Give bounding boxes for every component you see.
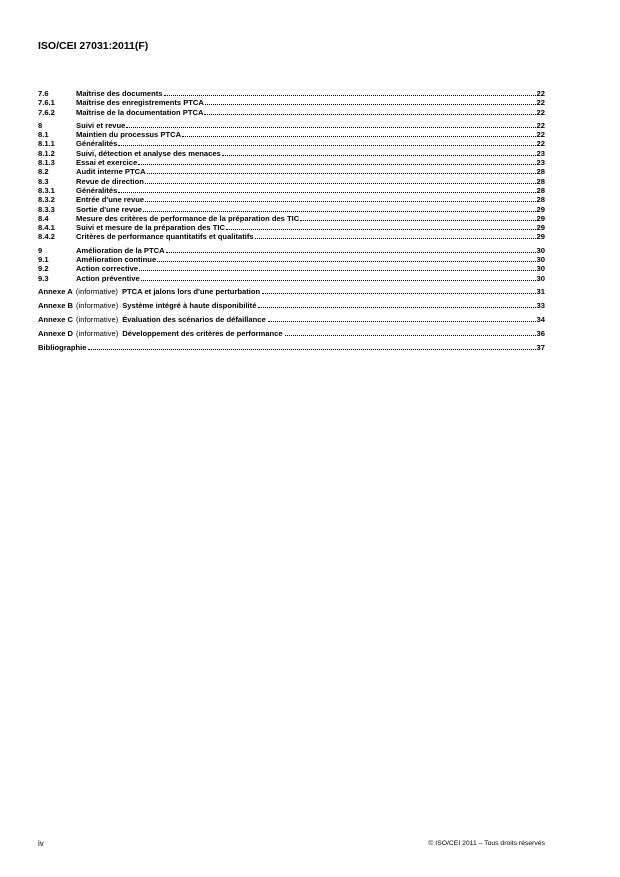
toc-entry[interactable] <box>38 167 545 176</box>
toc-entry[interactable] <box>38 195 545 204</box>
leader-dots <box>157 260 535 262</box>
toc-entry[interactable] <box>38 121 545 130</box>
toc-entry-page: 22 <box>536 98 545 108</box>
leader-dots <box>139 269 536 271</box>
toc-entry-number: 8.1.2 <box>38 148 55 158</box>
toc-entry-page: 22 <box>536 89 545 98</box>
toc-entry-page: 28 <box>536 195 545 205</box>
toc-entry-number: 9 <box>38 245 43 255</box>
leader-dots <box>147 172 536 174</box>
leader-dots <box>285 334 536 336</box>
toc-annexes <box>38 287 545 338</box>
toc-entry[interactable] <box>38 177 545 186</box>
toc-entry-title: Revue de direction <box>76 176 144 186</box>
leader-dots <box>226 228 536 230</box>
bibliography-title: Bibliographie <box>38 342 87 352</box>
toc-entry-page: 29 <box>536 213 545 223</box>
toc-annex-entry[interactable] <box>38 329 545 338</box>
annex-label: Annexe A <box>38 287 73 297</box>
toc-entry[interactable] <box>38 255 545 264</box>
toc-entry-title: Essai et exercice <box>76 158 138 168</box>
toc-entry-number: 8.3 <box>38 176 49 186</box>
toc-group-8 <box>38 121 545 242</box>
toc-annex-entry[interactable] <box>38 287 545 296</box>
leader-dots <box>262 292 535 294</box>
toc-entry[interactable] <box>38 223 545 232</box>
toc-entry-number: 8.3.1 <box>38 185 55 195</box>
toc-entry-title: Action préventive <box>76 273 140 283</box>
leader-dots <box>205 103 536 105</box>
document-header: ISO/CEI 27031:2011(F) <box>38 40 149 52</box>
toc-entry-title: Généralités <box>76 185 118 195</box>
toc-entry[interactable] <box>38 158 545 167</box>
toc-entry-title: Suivi et mesure de la préparation des TIC <box>76 223 225 233</box>
toc-entry-number: 8.2 <box>38 167 49 177</box>
annex-kind: (informative) <box>76 328 119 338</box>
annex-label: Annexe C <box>38 315 74 325</box>
toc-entry-page: 30 <box>536 273 545 283</box>
toc-entry-title: Maintien du processus PTCA <box>76 130 182 140</box>
annex-page: 34 <box>536 315 545 325</box>
toc-entry-page: 30 <box>536 255 545 265</box>
toc-entry-number: 8.4.2 <box>38 232 55 242</box>
page-number: iv <box>38 839 44 848</box>
toc-entry-title: Maîtrise des documents <box>76 89 163 98</box>
leader-dots <box>145 182 536 184</box>
toc-entry-number: 8.3.3 <box>38 204 55 214</box>
toc-entry[interactable] <box>38 214 545 223</box>
toc-entry-title: Critères de performance quantitatifs et qualitatifs <box>76 232 254 242</box>
leader-dots <box>222 154 536 156</box>
leader-dots <box>258 306 535 308</box>
toc-group-7 <box>38 89 545 117</box>
annex-kind: (informative) <box>76 301 119 311</box>
annex-title: Évaluation des scénarios de défaillance <box>122 315 266 325</box>
annex-title: Système intégré à haute disponibilité <box>122 301 257 311</box>
toc-entry-page: 29 <box>536 204 545 214</box>
toc-entry-number: 9.3 <box>38 273 49 283</box>
toc-entry-page: 29 <box>536 223 545 233</box>
toc-entry-number: 8.1.3 <box>38 158 55 168</box>
toc-entry-number: 7.6.1 <box>38 98 55 108</box>
toc-entry-page: 28 <box>536 176 545 186</box>
leader-dots <box>126 126 535 128</box>
toc-entry-page: 28 <box>536 185 545 195</box>
leader-dots <box>88 348 536 350</box>
leader-dots <box>118 191 535 193</box>
toc-entry-title: Suivi et revue <box>76 120 126 130</box>
copyright-notice: © ISO/CEI 2011 – Tous droits réservés <box>428 840 545 847</box>
annex-page: 31 <box>536 287 545 297</box>
toc-entry-page: 30 <box>536 264 545 274</box>
toc-entry[interactable] <box>38 205 545 214</box>
toc-entry-number: 9.1 <box>38 255 49 265</box>
leader-dots <box>255 237 536 239</box>
leader-dots <box>118 144 535 146</box>
toc-entry[interactable] <box>38 89 545 98</box>
toc-entry-title: Mesure des critères de performance de la préparation des TIC <box>76 213 300 223</box>
toc-entry-number: 8.4 <box>38 213 49 223</box>
leader-dots <box>164 94 536 96</box>
toc-entry-page: 23 <box>536 148 545 158</box>
toc-entry-number: 7.6 <box>38 89 49 98</box>
toc-entry-title: Amélioration de la PTCA <box>76 245 165 255</box>
toc-entry[interactable] <box>38 264 545 273</box>
table-of-contents <box>38 89 545 356</box>
toc-entry[interactable] <box>38 149 545 158</box>
leader-dots <box>300 219 535 221</box>
toc-group-9 <box>38 246 545 283</box>
toc-entry-page: 22 <box>536 120 545 130</box>
annex-kind: (informative) <box>75 287 118 297</box>
toc-entry-number: 9.2 <box>38 264 49 274</box>
toc-entry[interactable] <box>38 98 545 107</box>
toc-entry[interactable] <box>38 232 545 241</box>
toc-entry-title: Entrée d'une revue <box>76 195 145 205</box>
annex-kind: (informative) <box>76 315 119 325</box>
toc-entry-number: 8.1.1 <box>38 139 55 149</box>
toc-entry[interactable] <box>38 130 545 139</box>
toc-entry[interactable] <box>38 274 545 283</box>
leader-dots <box>141 279 536 281</box>
annex-page: 33 <box>536 301 545 311</box>
toc-entry-title: Suivi, détection et analyse des menaces <box>76 148 221 158</box>
annex-title: Développement des critères de performance <box>122 328 283 338</box>
toc-entry-title: Maîtrise des enregistrements PTCA <box>76 98 204 108</box>
toc-entry[interactable] <box>38 139 545 148</box>
toc-entry-page: 29 <box>536 232 545 242</box>
toc-bibliography[interactable] <box>38 343 545 352</box>
bibliography-page: 37 <box>536 342 545 352</box>
toc-entry-page: 22 <box>536 130 545 140</box>
toc-entry-page: 28 <box>536 167 545 177</box>
toc-entry-title: Action corrective <box>76 264 139 274</box>
toc-entry-number: 8.3.2 <box>38 195 55 205</box>
annex-title: PTCA et jalons lors d'une perturbation <box>121 287 261 297</box>
leader-dots <box>145 200 535 202</box>
leader-dots <box>166 251 536 253</box>
annex-page: 36 <box>536 328 545 338</box>
annex-label: Annexe B <box>38 301 74 311</box>
toc-entry-page: 30 <box>536 245 545 255</box>
leader-dots <box>204 113 535 115</box>
toc-entry-title: Généralités <box>76 139 118 149</box>
leader-dots <box>182 135 535 137</box>
toc-annex-entry[interactable] <box>38 315 545 324</box>
leader-dots <box>143 210 536 212</box>
toc-entry-number: 8 <box>38 120 43 130</box>
toc-entry-number: 8.1 <box>38 130 49 140</box>
toc-entry-page: 23 <box>536 158 545 168</box>
toc-entry-title: Audit interne PTCA <box>76 167 146 177</box>
toc-entry[interactable] <box>38 186 545 195</box>
toc-entry-number: 8.4.1 <box>38 223 55 233</box>
leader-dots <box>138 163 535 165</box>
toc-entry-title: Maîtrise de la documentation PTCA <box>76 107 204 117</box>
toc-entry-number: 7.6.2 <box>38 107 55 117</box>
toc-entry-title: Amélioration continue <box>76 255 157 265</box>
leader-dots <box>268 320 536 322</box>
toc-entry[interactable] <box>38 108 545 117</box>
toc-entry-page: 22 <box>536 139 545 149</box>
toc-entry-title: Sortie d'une revue <box>76 204 142 214</box>
toc-entry[interactable] <box>38 246 545 255</box>
toc-entry-page: 22 <box>536 107 545 117</box>
toc-annex-entry[interactable] <box>38 301 545 310</box>
annex-label: Annexe D <box>38 328 74 338</box>
